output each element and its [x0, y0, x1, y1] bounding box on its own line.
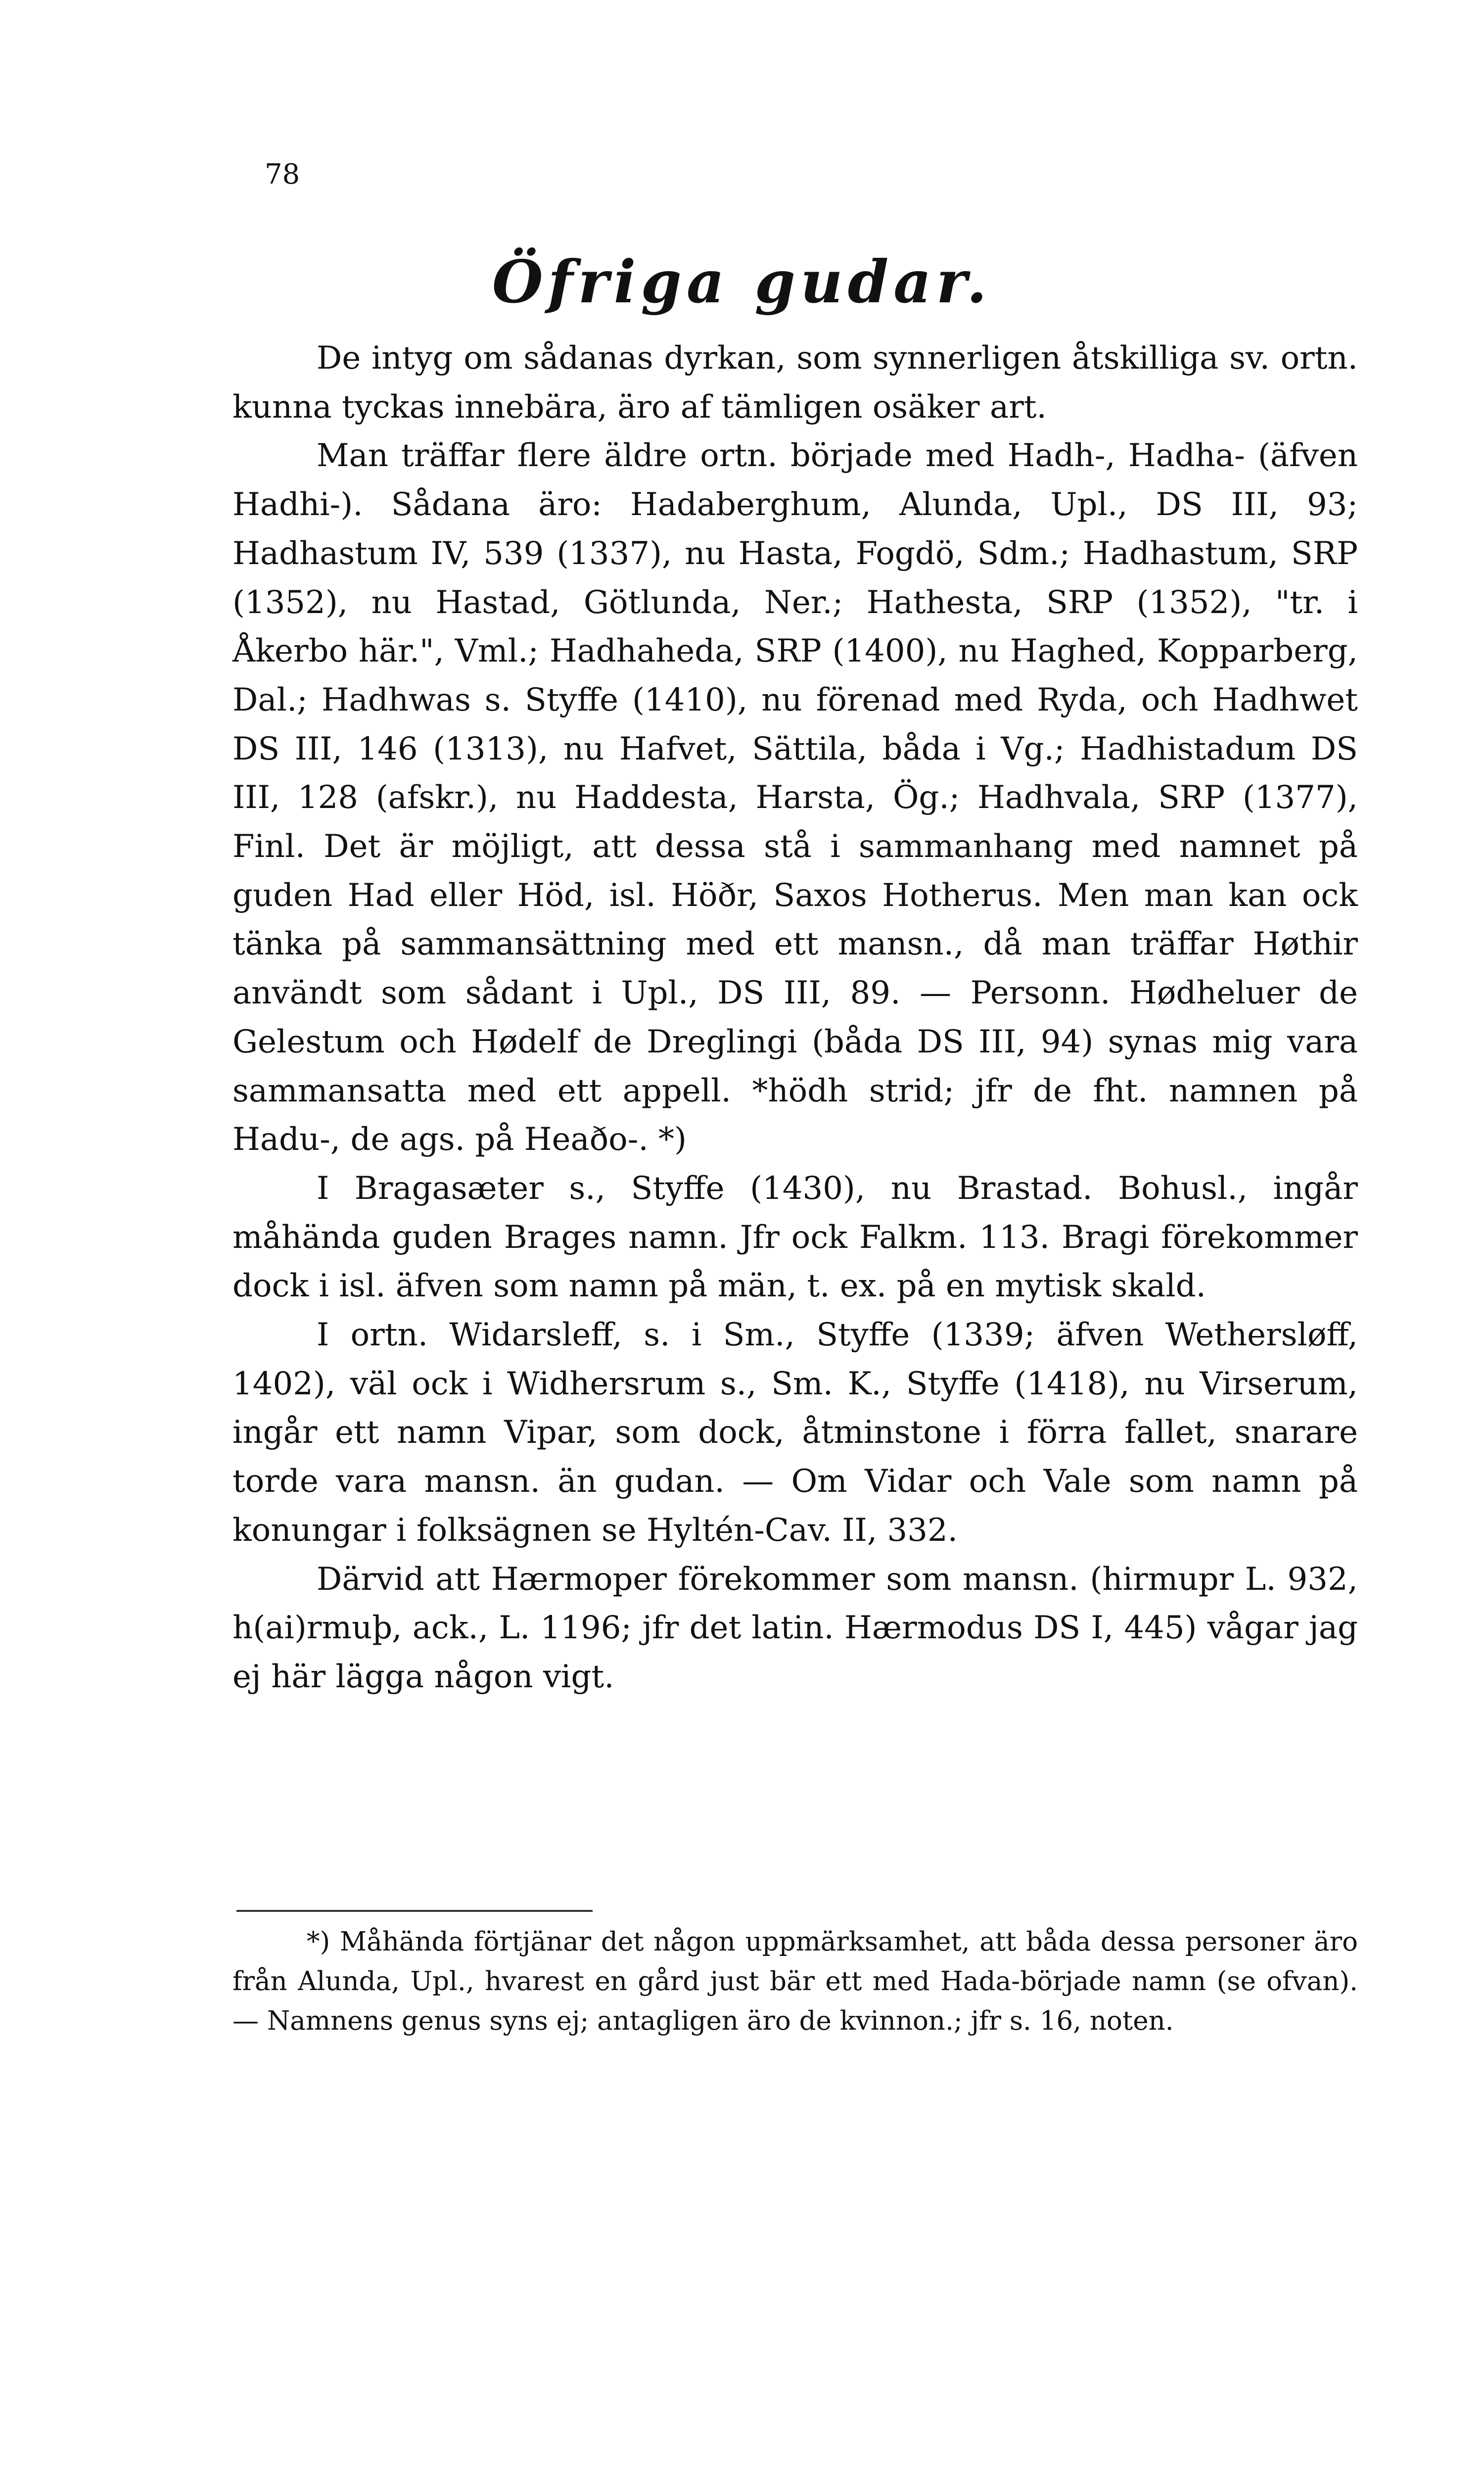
chapter-heading: Öfriga gudar. [492, 247, 992, 316]
paragraph-5: Därvid att Hærmoper förekommer som mansn. (hirmupr L. 932, h(ai)rmuþ, ack., L. 1196; jfr det latin. Hærmodus DS I, 445) vågar jag ej här lägga någon vigt. [232, 1561, 1358, 1695]
page-number: 78 [265, 158, 300, 190]
paragraph-2: Man träffar flere äldre ortn. började med Hadh-, Hadha- (äfven Hadhi-). Sådana äro: Hadaberghum, Alunda, Upl., DS III, 93; Hadhastum IV, 539 (1337), nu Hasta, Fogdö, Sdm.; Hadhastum, SRP (1352), nu Hastad, Götlunda, Ner.; Hathesta, SRP (1352), "tr. i Åkerbo här.", Vml.; Hadhaheda, SRP (1400), nu Haghed, Kopparberg, Dal.; Hadhwas s. Styffe (1410), nu förenad med Ryda, och Hadhwet DS III, 146 (1313), nu Hafvet, Sättila, båda i Vg.; Hadhistadum DS III, 128 (afskr.), nu Haddesta, Harsta, Ög.; Hadhvala, SRP (1377), Finl. Det är möjligt, att dessa stå i sammanhang med namnet på guden Had eller Höd, isl. Höðr, Saxos Hotherus. Men man kan ock tänka på sammansättning med ett mansn., då man träffar Høthir användt som sådant i Upl., DS III, 89. — Personn. Hødheluer de Gelestum och Hødelf de Dreglingi (båda DS III, 94) synas mig vara sammansatta med ett appell. *hödh strid; jfr de fht. namnen på Hadu-, de ags. på Heaðo-. *) [232, 437, 1358, 1158]
paragraph-1: De intyg om sådanas dyrkan, som synnerligen åtskilliga sv. ortn. kunna tyckas innebära, äro af tämligen osäker art. [232, 340, 1358, 426]
body-text [232, 334, 1358, 1702]
paragraph-3: I Bragasæter s., Styffe (1430), nu Brastad. Bohusl., ingår måhända guden Brages namn. Jfr ock Falkm. 113. Bragi förekommer dock i isl. äfven som namn på män, t. ex. på en mytisk skald. [232, 1170, 1358, 1305]
footnote: *) Måhända förtjänar det någon uppmärksamhet, att båda dessa personer äro från Alunda, Upl., hvarest en gård just bär ett med Hada-började namn (se ofvan). — Namnens genus syns ej; antagligen äro de kvinnon.; jfr s. 16, noten. [232, 1927, 1358, 2036]
footnote-divider [236, 1910, 593, 1912]
paragraph-4: I ortn. Widarsleff, s. i Sm., Styffe (1339; äfven Wethersløff, 1402), väl ock i Widhersrum s., Sm. K., Styffe (1418), nu Virserum, ingår ett namn Vipar, som dock, åtminstone i förra fallet, snarare torde vara mansn. än gudan. — Om Vidar och Vale som namn på konungar i folksägnen se Hyltén-Cav. II, 332. [232, 1317, 1358, 1549]
